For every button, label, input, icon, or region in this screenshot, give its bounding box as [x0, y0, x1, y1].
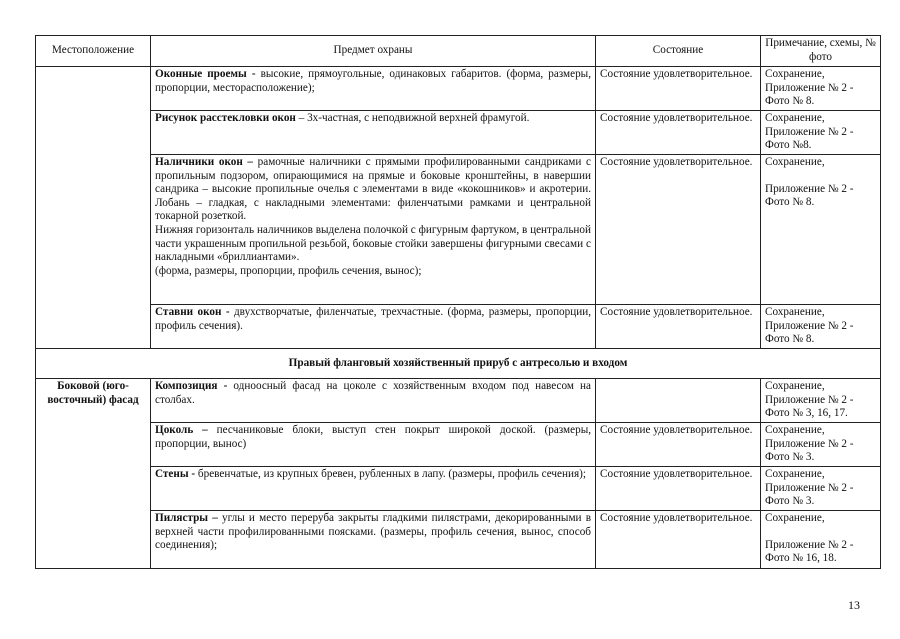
state-cell: Состояние удовлетворительное.	[596, 511, 761, 569]
table-row	[36, 155, 881, 305]
table-row	[36, 305, 881, 349]
subject-cell	[151, 67, 596, 111]
note-text: Приложение № 2 - Фото № 16, 18.	[765, 538, 854, 565]
note-text: Приложение № 2 - Фото № 3.	[765, 437, 854, 464]
subject-text-3: (форма, размеры, пропорции, профиль сечения, вынос);	[155, 264, 422, 277]
note-text: Приложение № 2 - Фото № 3.	[765, 481, 854, 508]
subject-title: Оконные проемы -	[155, 68, 256, 80]
subject-title: Пилястры –	[155, 512, 218, 524]
note-cell	[761, 379, 881, 423]
section-title: Правый фланговый хозяйственный прируб с антресолью и входом	[36, 349, 881, 379]
header-subject: Предмет охраны	[151, 36, 596, 67]
note-text: Приложение № 2 - Фото № 3, 16, 17.	[765, 393, 854, 420]
note-cell	[761, 467, 881, 511]
note-cell	[761, 511, 881, 569]
state-cell: Состояние удовлетворительное.	[596, 155, 761, 305]
note-text: Приложение № 2 - Фото № 8.	[765, 81, 854, 108]
subject-title: Стены -	[155, 468, 196, 480]
section-row	[36, 349, 881, 379]
subject-text: рамочные наличники с прямыми профилированными сандриками с пропильным подзором, опирающимися на прямые и боковые кронштейны, в навершии сандрика – высокие пропильные очелья с элементами в виде «кокошников» и акротерии. Лобань – гладкая, с накладными элементами: филенчатыми рамками и центральной токарной розеткой.	[155, 156, 591, 223]
subject-cell	[151, 467, 596, 511]
note-line: Сохранение,	[765, 306, 825, 318]
subject-text: бревенчатые, из крупных бревен, рубленных в лапу. (размеры, профиль сечения);	[195, 468, 586, 480]
state-cell: Состояние удовлетворительное.	[596, 111, 761, 155]
header-state: Состояние	[596, 36, 761, 67]
subject-title: Ставни окон -	[155, 306, 230, 318]
note-line: Сохранение,	[765, 68, 825, 80]
header-location: Местоположение	[36, 36, 151, 67]
table-row	[36, 467, 881, 511]
note-cell	[761, 423, 881, 467]
note-line: Сохранение,	[765, 468, 825, 480]
subject-cell	[151, 511, 596, 569]
note-line: Сохранение,	[765, 424, 825, 436]
subject-text: – 3х-частная, с неподвижной верхней фрамугой.	[295, 112, 530, 124]
location-cell: Боковой (юго-восточный) фасад	[36, 379, 151, 569]
subject-cell	[151, 305, 596, 349]
note-line: Сохранение,	[765, 112, 825, 124]
subject-text: углы и место переруба закрыты гладкими пилястрами, декорированными в верхней части профилированными поясками. (размеры, профиль сечения, вынос, способ соединения);	[155, 512, 591, 552]
state-cell: Состояние удовлетворительное.	[596, 305, 761, 349]
page-number: 13	[848, 598, 860, 612]
subject-text: одноосный фасад на цоколе с хозяйственным входом под навесом на столбах.	[155, 380, 591, 406]
state-cell: Состояние удовлетворительное.	[596, 467, 761, 511]
note-line: Сохранение,	[765, 380, 825, 392]
note-cell	[761, 111, 881, 155]
subject-title: Композиция -	[155, 380, 228, 392]
subject-text-2: Нижняя горизонталь наличников выделена полочкой с фигурным фартуком, в центральной части украшенным пропильной резьбой, боковые стойки завершены фигурными свесами с накладными «бриллиантами».	[155, 223, 591, 264]
note-line: Сохранение,	[765, 512, 825, 524]
subject-cell	[151, 423, 596, 467]
subject-title: Цоколь –	[155, 424, 208, 436]
note-text: Приложение № 2 - Фото № 8.	[765, 319, 854, 346]
note-cell	[761, 67, 881, 111]
state-cell	[596, 379, 761, 423]
subject-text: двухстворчатые, филенчатые, трехчастные. (форма, размеры, пропорции, профиль сечения).	[155, 306, 592, 332]
table-row	[36, 511, 881, 569]
note-cell	[761, 155, 881, 305]
subject-text: песчаниковые блоки, выступ стен покрыт широкой доской. (размеры, пропорции, вынос)	[155, 424, 592, 450]
state-cell: Состояние удовлетворительное.	[596, 423, 761, 467]
table-row	[36, 67, 881, 111]
table-row	[36, 379, 881, 423]
state-cell: Состояние удовлетворительное.	[596, 67, 761, 111]
subject-cell	[151, 155, 596, 305]
location-cell-empty	[36, 67, 151, 349]
table-row	[36, 111, 881, 155]
note-line: Сохранение,	[765, 156, 825, 168]
subject-text: высокие, прямоугольные, одинаковых габаритов. (форма, размеры, пропорции, месторасположение);	[155, 68, 591, 94]
protection-table	[35, 35, 881, 569]
subject-cell	[151, 111, 596, 155]
note-text: Приложение № 2 - Фото № 8.	[765, 182, 854, 209]
subject-title: Рисунок расстекловки окон	[155, 112, 296, 124]
note-text: Приложение № 2 - Фото №8.	[765, 125, 854, 152]
table-header-row	[36, 36, 881, 67]
note-cell	[761, 305, 881, 349]
subject-cell	[151, 379, 596, 423]
header-note: Примечание, схемы, № фото	[761, 36, 881, 67]
table-row	[36, 423, 881, 467]
subject-title: Наличники окон –	[155, 156, 254, 168]
